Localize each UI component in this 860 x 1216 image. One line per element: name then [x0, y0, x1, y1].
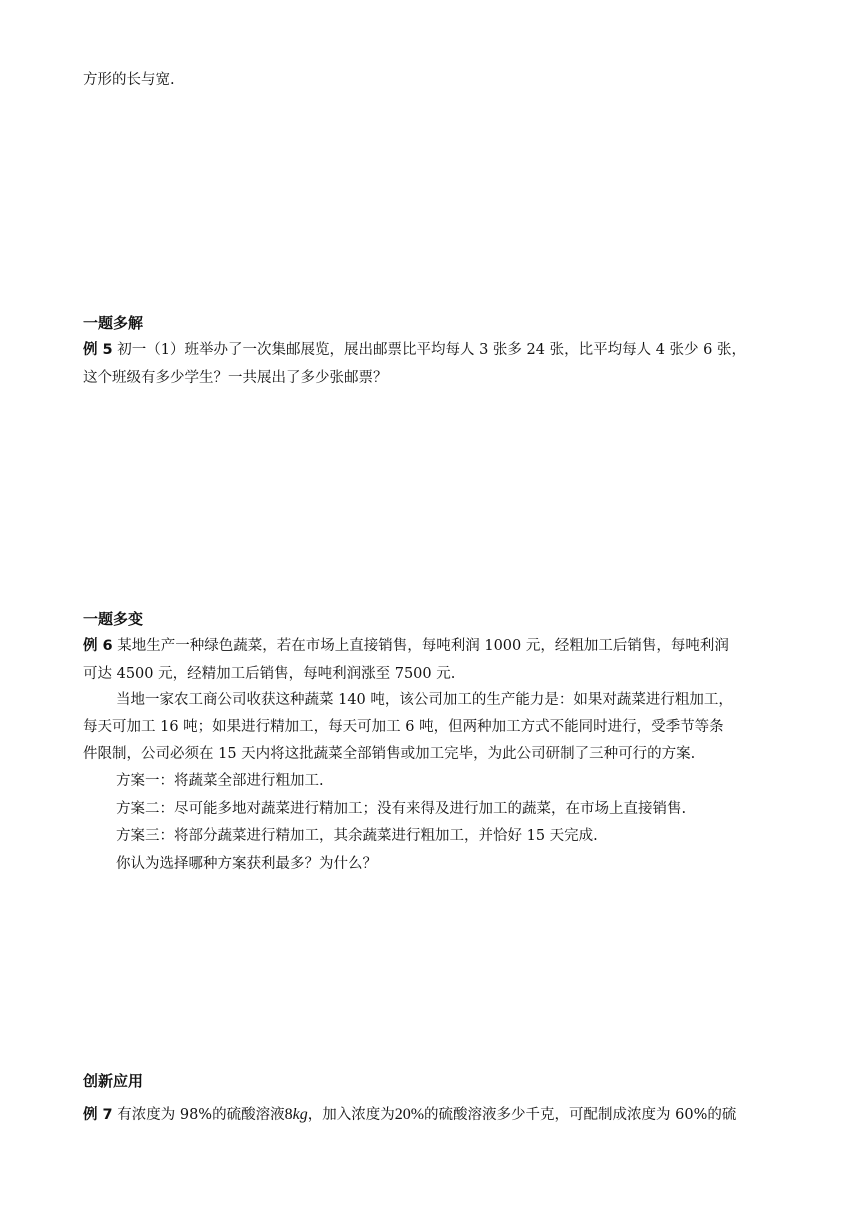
example-text-part-1: 有浓度为 98%的硫酸溶液	[117, 1107, 285, 1123]
section-heading-innovative-application: 创新应用	[83, 1072, 144, 1090]
example-6-line-4: 每天可加工 16 吨；如果进行精加工，每天可加工 6 吨，但两种加工方式不能同时进行，受季节等条	[83, 719, 724, 735]
example-6-line-3: 当地一家农工商公司收获这种蔬菜 140 吨，该公司加工的生产能力是：如果对蔬菜进行粗加工，	[116, 692, 733, 708]
example-label: 例 7	[83, 1107, 113, 1123]
example-6-line-1	[83, 637, 729, 655]
plan-two: 方案二：尽可能多地对蔬菜进行精加工；没有来得及进行加工的蔬菜，在市场上直接销售.	[116, 801, 687, 817]
example-text: 初一（1）班举办了一次集邮展览，展出邮票比平均每人 3 张多 24 张，比平均每人 4 张少 6 张，	[117, 342, 746, 358]
math-mass	[285, 1106, 308, 1123]
example-text: 某地生产一种绿色蔬菜，若在市场上直接销售，每吨利润 1000 元，经粗加工后销售，每吨利润	[117, 638, 729, 654]
example-label: 例 5	[83, 342, 113, 358]
example-text-part-2: ，加入浓度为	[307, 1107, 395, 1123]
section-heading-multiple-variations: 一题多变	[83, 610, 144, 628]
example-6-line-2: 可达 4500 元，经精加工后销售，每吨利润涨至 7500 元.	[83, 666, 456, 682]
example-label: 例 6	[83, 638, 113, 654]
example-5-line-1	[83, 341, 746, 359]
math-percent: 20%	[394, 1106, 425, 1123]
example-5-line-2: 这个班级有多少学生？一共展出了多少张邮票？	[83, 370, 388, 386]
example-text-part-3: 的硫酸溶液多少千克，可配制成浓度为 60%的硫	[424, 1107, 737, 1123]
previous-problem-tail: 方形的长与宽.	[83, 72, 175, 88]
example-6-line-5: 件限制，公司必须在 15 天内将这批蔬菜全部销售或加工完毕，为此公司研制了三种可行的方案.	[83, 746, 696, 762]
plan-three: 方案三：将部分蔬菜进行精加工，其余蔬菜进行粗加工，并恰好 15 天完成.	[116, 828, 598, 844]
example-7-line-1	[83, 1106, 736, 1124]
example-6-question: 你认为选择哪种方案获利最多？为什么？	[116, 856, 377, 872]
section-heading-multiple-solutions: 一题多解	[83, 314, 144, 332]
plan-one: 方案一：将蔬菜全部进行粗加工.	[116, 773, 324, 789]
math-mass-unit: kg	[292, 1106, 308, 1123]
math-mass-number: 8	[284, 1106, 293, 1123]
